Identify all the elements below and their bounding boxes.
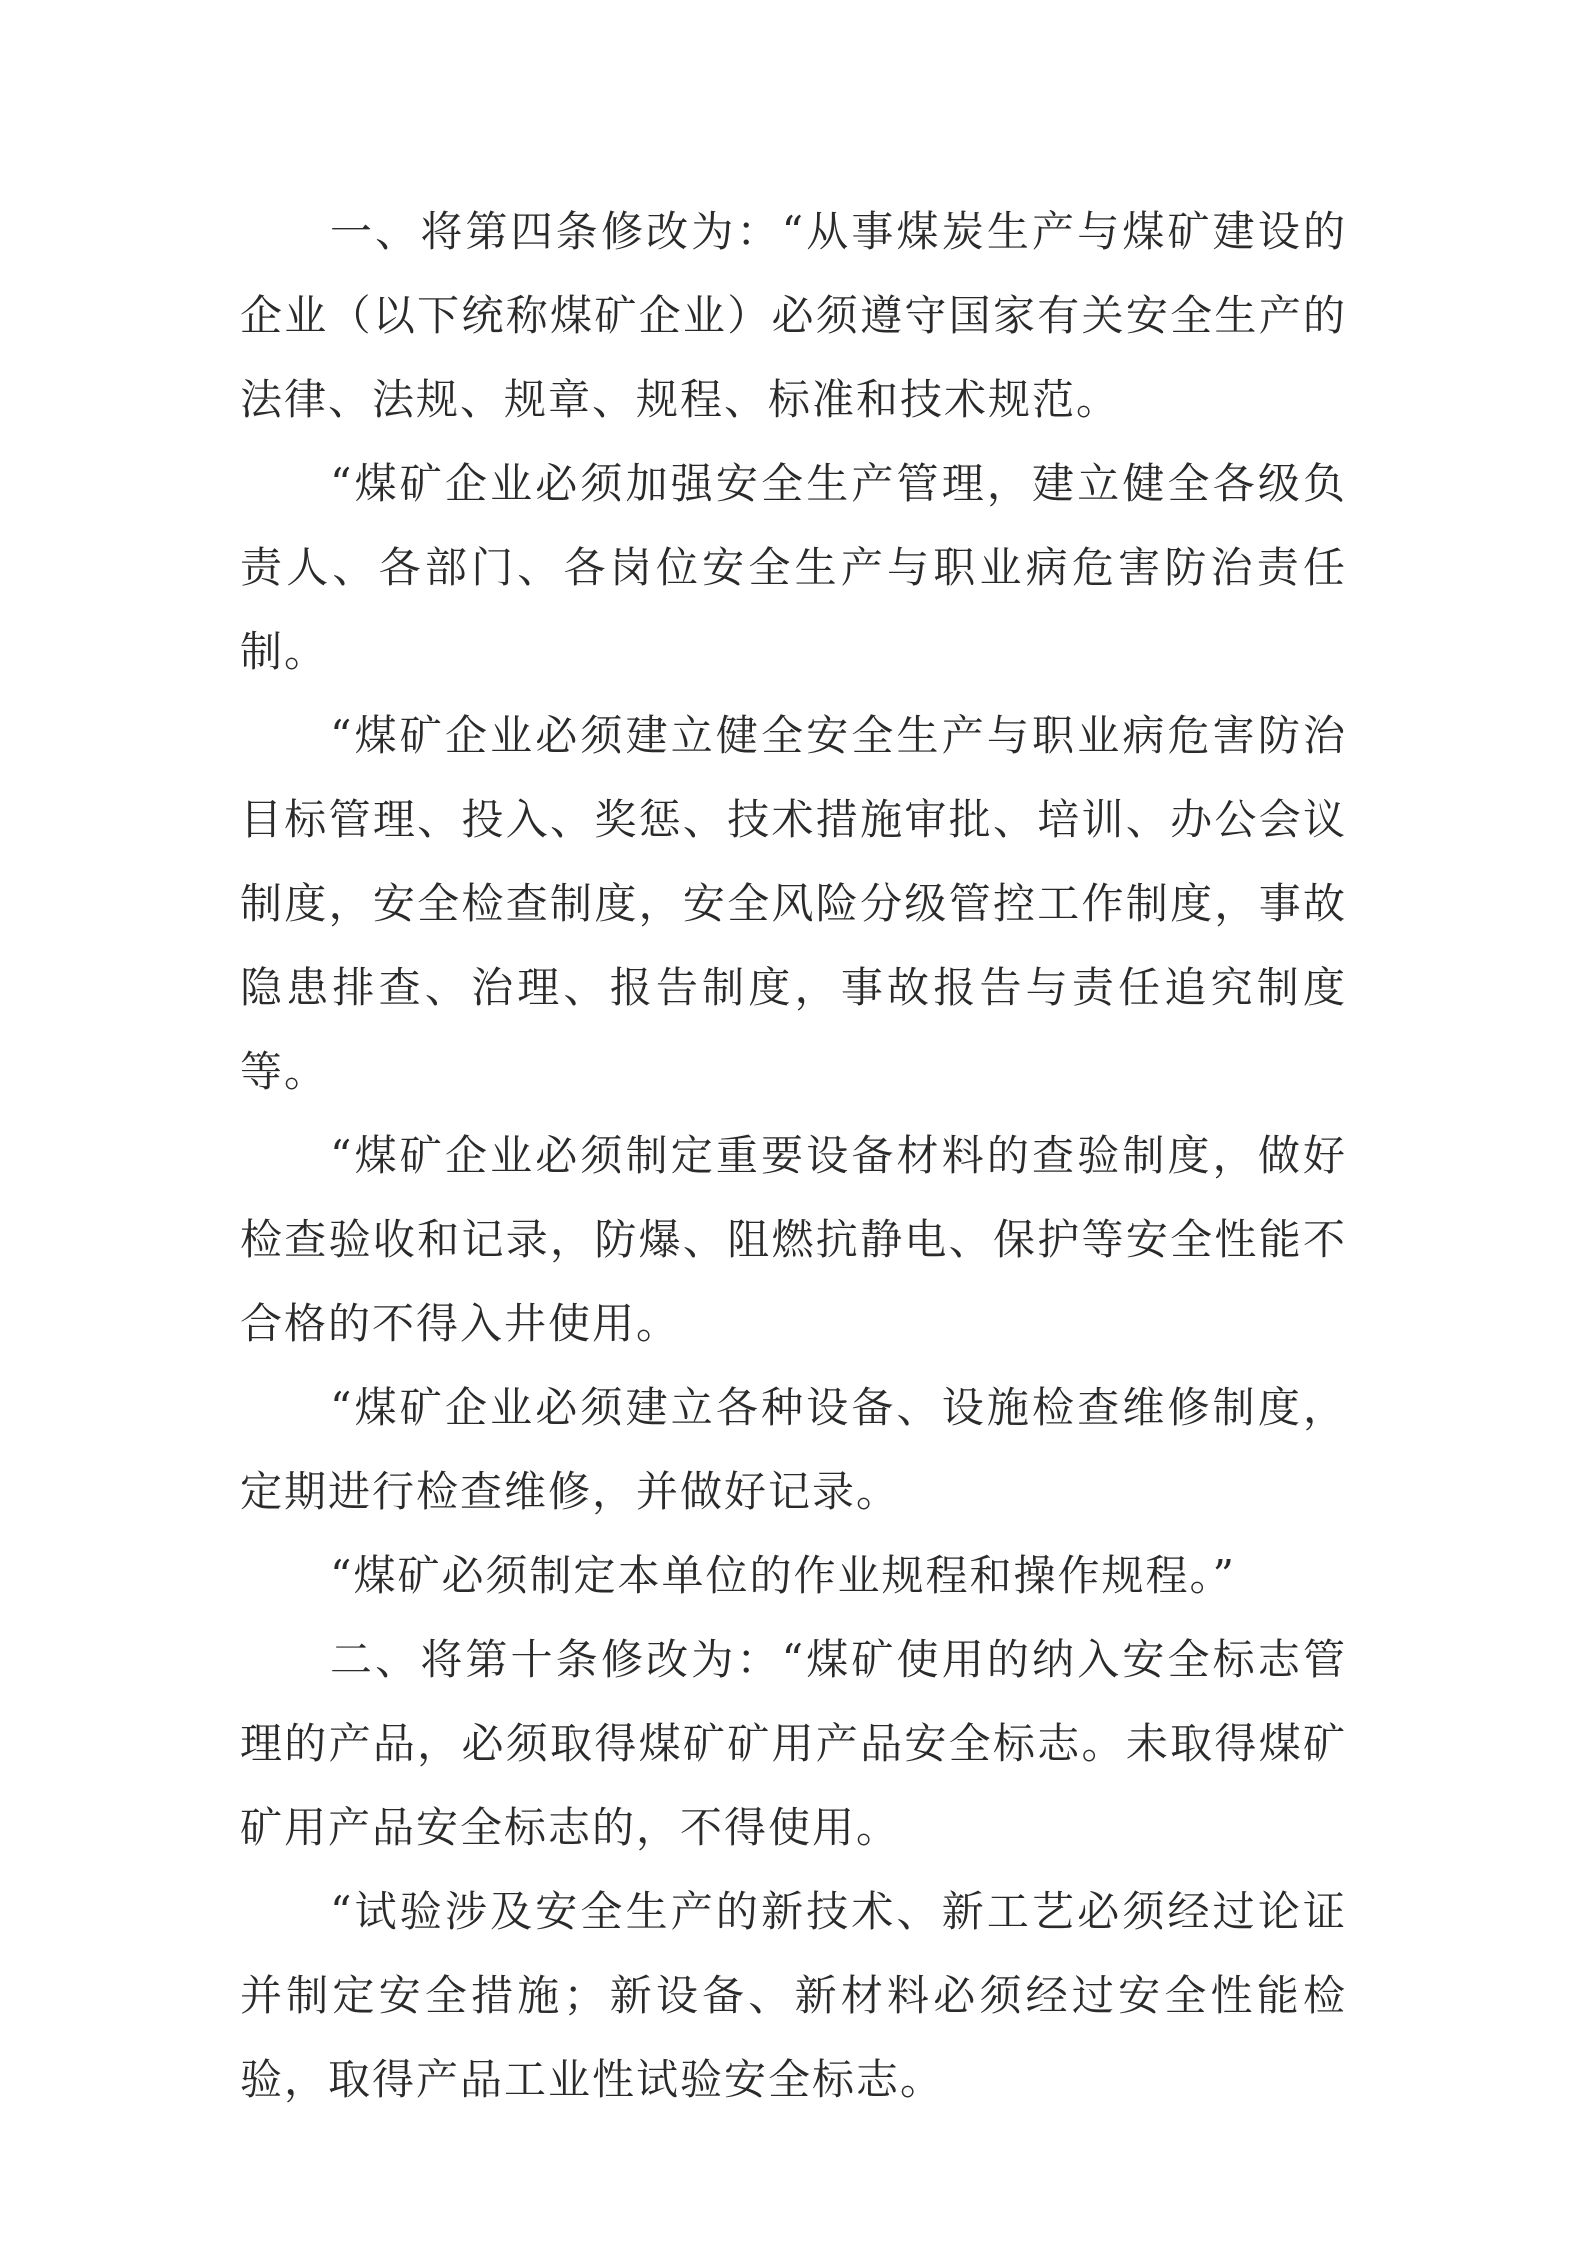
paragraph-safety-management: “煤矿企业必须加强安全生产管理，建立健全各级负责人、各部门、各岗位安全生产与职业病危害防治责任制。 — [240, 459, 1347, 676]
paragraph-equipment-inspection: “煤矿企业必须制定重要设备材料的查验制度，做好检查验收和记录，防爆、阻燃抗静电、保护等安全性能不合格的不得入井使用。 — [240, 1131, 1347, 1348]
paragraph-operating-procedures: “煤矿必须制定本单位的作业规程和操作规程。” — [330, 1551, 1236, 1600]
paragraph-management-systems: “煤矿企业必须建立健全安全生产与职业病危害防治目标管理、投入、奖惩、技术措施审批、培训、办公会议制度，安全检查制度，安全风险分级管控工作制度，事故隐患排查、治理、报告制度，事故报告与责任追究制度等。 — [240, 711, 1347, 1096]
paragraph-article-10-amendment: 二、将第十条修改为：“煤矿使用的纳入安全标志管理的产品，必须取得煤矿矿用产品安全标志。未取得煤矿矿用产品安全标志的，不得使用。 — [240, 1635, 1347, 1852]
paragraph-maintenance-system: “煤矿企业必须建立各种设备、设施检查维修制度，定期进行检查维修，并做好记录。 — [240, 1383, 1347, 1516]
paragraph-article-4-amendment: 一、将第四条修改为：“从事煤炭生产与煤矿建设的企业（以下统称煤矿企业）必须遵守国家有关安全生产的法律、法规、规章、规程、标准和技术规范。 — [240, 207, 1347, 424]
paragraph-new-technology-trials: “试验涉及安全生产的新技术、新工艺必须经过论证并制定安全措施；新设备、新材料必须经过安全性能检验，取得产品工业性试验安全标志。 — [240, 1887, 1347, 2104]
